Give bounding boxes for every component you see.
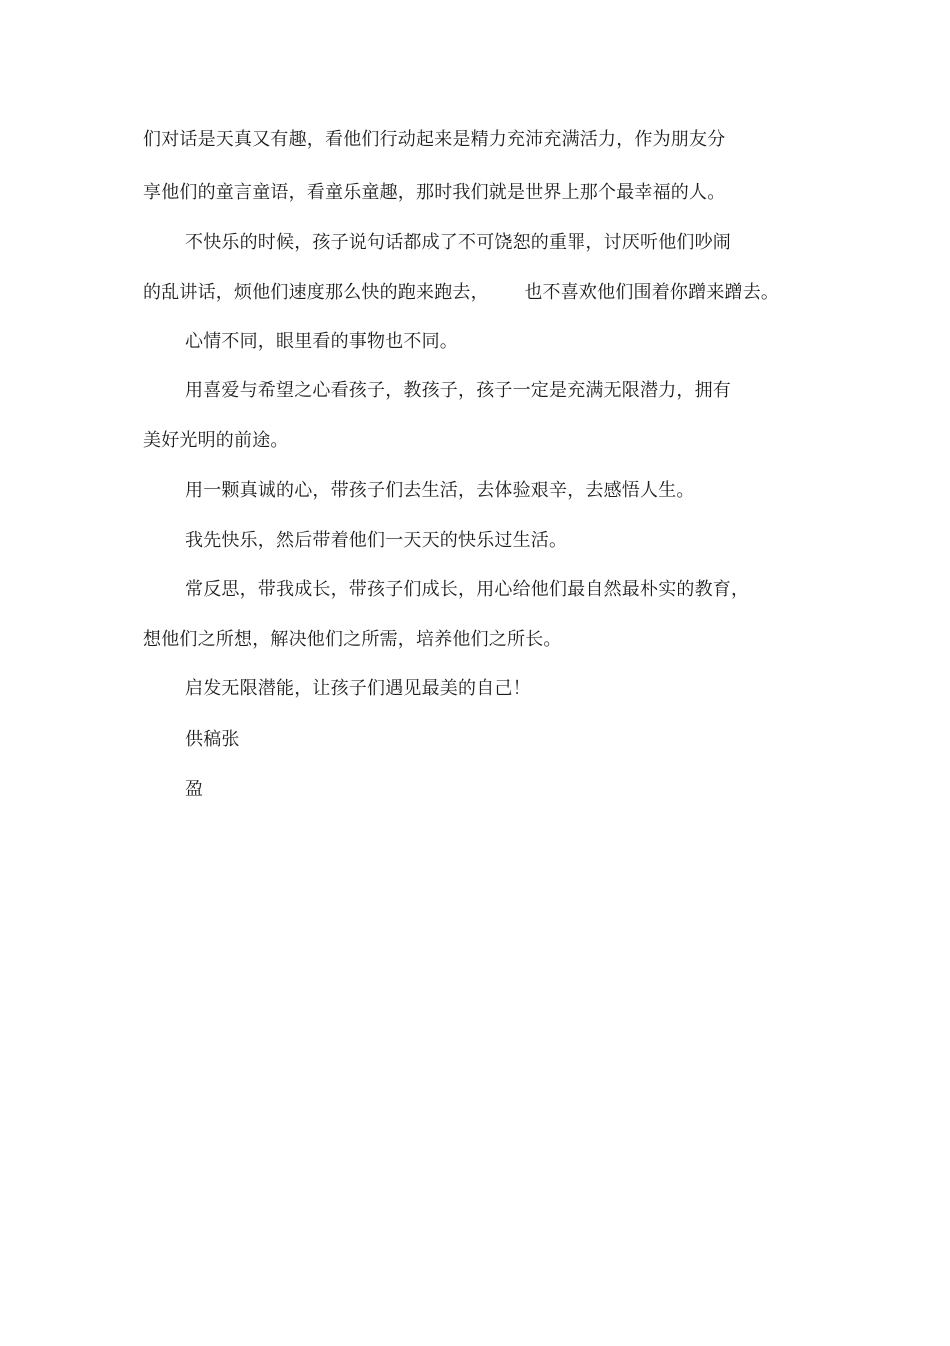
paragraph-line: 我先快乐，然后带着他们一天天的快乐过生活。 xyxy=(185,530,568,551)
paragraph-line: 启发无限潜能，让孩子们遇见最美的自己！ xyxy=(185,678,531,699)
author-label: 供稿张 xyxy=(185,729,240,750)
paragraph-line: 享他们的童言童语，看童乐童趣，那时我们就是世界上那个最幸福的人。 xyxy=(143,182,726,203)
paragraph-line: 们对话是天真又有趣，看他们行动起来是精力充沛充满活力，作为朋友分 xyxy=(143,129,726,150)
paragraph-line: 的乱讲话，烦他们速度那么快的跑来跑去， 也不喜欢他们围着你蹭来蹭去。 xyxy=(143,282,780,303)
paragraph-line: 不快乐的时候，孩子说句话都成了不可饶恕的重罪，讨厌听他们吵闹 xyxy=(185,232,731,253)
paragraph-line: 用喜爱与希望之心看孩子，教孩子，孩子一定是充满无限潜力，拥有 xyxy=(185,380,731,401)
paragraph-line: 心情不同，眼里看的事物也不同。 xyxy=(185,331,458,352)
paragraph-line: 用一颗真诚的心，带孩子们去生活，去体验艰辛，去感悟人生。 xyxy=(185,480,695,501)
paragraph-line: 常反思，带我成长，带孩子们成长，用心给他们最自然最朴实的教育， xyxy=(185,579,750,600)
author-name: 盈 xyxy=(185,779,204,800)
paragraph-line: 美好光明的前途。 xyxy=(143,430,289,451)
paragraph-line: 想他们之所想，解决他们之所需，培养他们之所长。 xyxy=(143,629,562,650)
